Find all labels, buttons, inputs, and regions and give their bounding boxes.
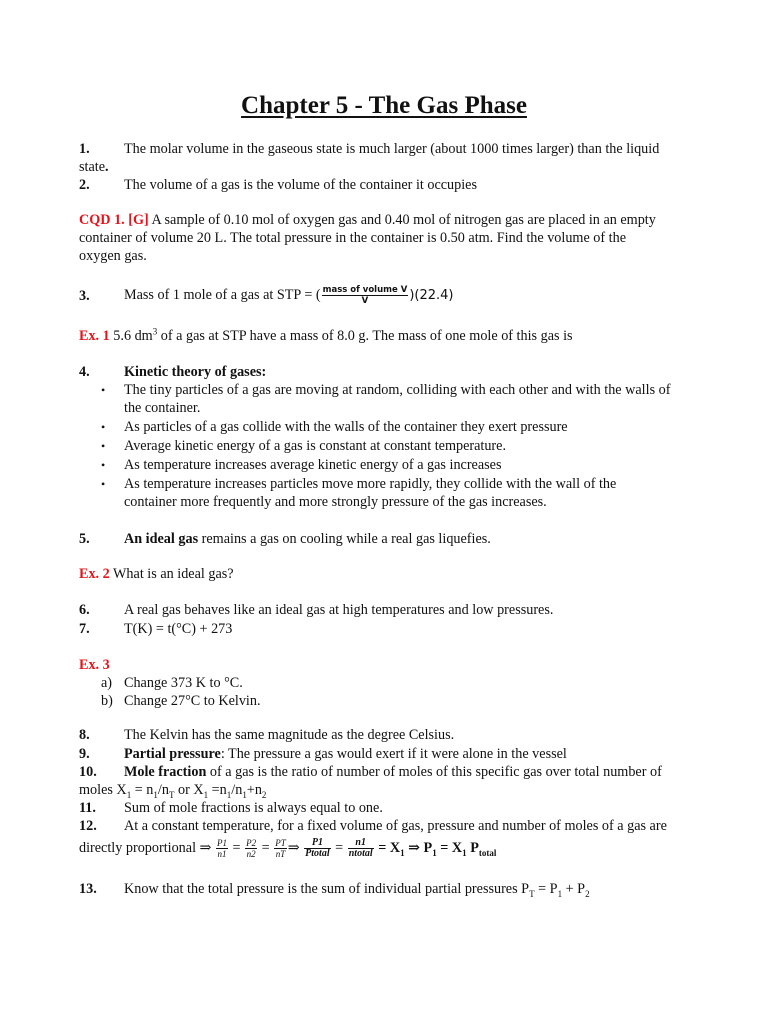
bullet-text: As temperature increases particles move more rapidly, they collide with the wall of the — [124, 476, 617, 492]
item-number: 2. — [79, 177, 90, 193]
example-question: Ex. 2 What is an ideal gas? — [79, 566, 234, 582]
item-text: The molar volume in the gaseous state is much larger (about 1000 times larger) than the liquid — [124, 141, 660, 157]
bullet-text: the container. — [124, 400, 201, 416]
bullet-dot: • — [101, 477, 106, 491]
item-number: 6. — [79, 602, 90, 618]
fraction: $\frac{P1}{\text{Ptotal}}$ — [305, 837, 330, 860]
item-number: 13. — [79, 881, 97, 897]
example-question: Ex. 1 5.6 $dm^3$ of a gas at STP have a mass of 8.0 g. The mass of one mole of this gas is — [79, 326, 573, 344]
item-text: Partial pressure: The pressure a gas would exert if it were alone in the vessel — [124, 746, 567, 762]
bullet-text: As temperature increases average kinetic energy of a gas increases — [124, 457, 502, 473]
cqd-question: CQD 1. [G] A sample of 0.10 mol of oxygen gas and 0.40 mol of nitrogen gas are placed in an empty — [79, 212, 656, 228]
formula-line: Mass of 1 mole of a gas at STP = ( $\frac{\text{mass of volume V}}{V}$ )(22.4) — [124, 285, 454, 307]
fraction: $\frac{P1}{n1}$ — [217, 838, 227, 860]
item-number: 7. — [79, 621, 90, 637]
item-text: T(K) = t(°C) + 273 — [124, 621, 233, 637]
item-text: A real gas behaves like an ideal gas at high temperatures and low pressures. — [124, 602, 554, 618]
cqd-line: oxygen gas. — [79, 248, 147, 264]
item-number: 9. — [79, 746, 90, 762]
cqd-label: CQD 1. [G] — [79, 212, 149, 228]
cqd-line: container of volume 20 L. The total pressure in the container is 0.50 atm. Find the volume of the — [79, 230, 627, 246]
sub-item-text: Change 27°C to Kelvin. — [124, 693, 261, 709]
item-text: The volume of a gas is the volume of the container it occupies — [124, 177, 478, 193]
item-text: Sum of mole fractions is always equal to one. — [124, 800, 383, 816]
item-text: Know that the total pressure is the sum of individual partial pressures $P_T = P_1 + P_2$ — [124, 881, 590, 899]
fraction: $\frac{P2}{n2}$ — [246, 838, 257, 860]
item-text: An ideal gas remains a gas on cooling while a real gas liquefies. — [124, 531, 491, 547]
item-number: 12. — [79, 818, 97, 834]
item-text: The Kelvin has the same magnitude as the degree Celsius. — [124, 727, 455, 743]
item-number: 8. — [79, 727, 90, 743]
item-continuation: moles $X_1 = n_1/n_T$ or $X_1 =n_1/n_1+n_2$ — [79, 782, 267, 800]
example-label: Ex. 3 — [79, 657, 110, 673]
fraction: $\frac{PT}{nT}$ — [275, 838, 286, 860]
bullet-dot: • — [101, 458, 106, 472]
item-text: At a constant temperature, for a fixed volume of gas, pressure and number of moles of a gas are — [124, 818, 667, 834]
item-number: 5. — [79, 531, 90, 547]
item-number: 3. — [79, 288, 90, 304]
bullet-text: As particles of a gas collide with the walls of the container they exert pressure — [124, 419, 568, 435]
example-label: Ex. 2 — [79, 566, 110, 582]
item-number: 4. — [79, 364, 90, 380]
proportion-equation: directly proportional ⇒ $\frac{P1}{n1}$ = $\frac{P2}{n2}$ = $\frac{PT}{nT}$ ⇒ $\frac{P1}{\text{Ptotal}}$ = $\frac{n1}{\text{ntotal}}$ = $X_1$ ⇒ $P_1 = X_1$ $P_{total}$ — [79, 837, 497, 860]
fraction: $\frac{n1}{\text{ntotal}}$ — [348, 837, 373, 860]
bullet-text: Average kinetic energy of a gas is constant at constant temperature. — [124, 438, 506, 454]
bullet-text: The tiny particles of a gas are moving at random, colliding with each other and with the walls of — [124, 382, 671, 398]
example-label: Ex. 1 — [79, 328, 110, 344]
bullet-text: container more frequently and more strongly pressure of the gas increases. — [124, 494, 547, 510]
sub-item-label: a) — [101, 675, 113, 691]
fraction: $\frac{\text{mass of volume V}}{V}$ — [322, 285, 408, 307]
sub-item-text: Change 373 K to °C. — [124, 675, 243, 691]
page-title: Chapter 5 - The Gas Phase — [241, 92, 527, 119]
item-number: 1. — [79, 141, 90, 157]
section-heading: Kinetic theory of gases: — [124, 364, 267, 380]
item-number: 11. — [79, 800, 96, 816]
item-text: Mole fraction of a gas is the ratio of number of moles of this specific gas over total number of — [124, 764, 662, 780]
item-continuation: state. — [79, 159, 109, 175]
bullet-dot: • — [101, 383, 106, 397]
bullet-dot: • — [101, 420, 106, 434]
bullet-dot: • — [101, 439, 106, 453]
sub-item-label: b) — [101, 693, 113, 709]
item-number: 10. — [79, 764, 97, 780]
